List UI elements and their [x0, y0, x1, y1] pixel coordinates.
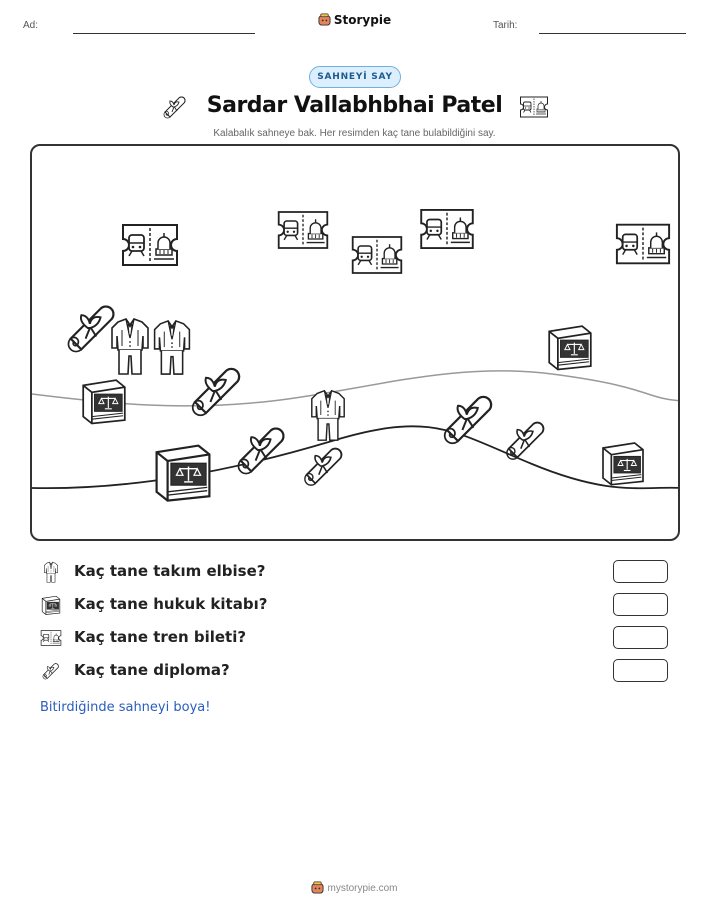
suit-icon [112, 319, 148, 374]
diploma-icon [193, 369, 239, 415]
scene-illustration [32, 146, 680, 541]
law-book-icon [157, 446, 210, 501]
train-ticket-icon [123, 225, 177, 265]
brand-logo [0, 13, 709, 27]
footer-url[interactable]: mystorypie.com [327, 883, 398, 894]
diploma-icon [68, 307, 113, 352]
diploma-icon [507, 423, 544, 460]
question-diplomas [40, 659, 670, 685]
answer-box-suits[interactable] [613, 560, 668, 583]
name-field[interactable] [73, 33, 255, 34]
storypie-logo-icon [318, 13, 331, 26]
law-book-icon [83, 380, 125, 423]
diploma-icon [40, 660, 62, 682]
law-book-icon [603, 443, 643, 485]
train-ticket-icon [279, 212, 328, 248]
question-text: Kaç tane takım elbise? [74, 562, 266, 580]
date-field[interactable] [539, 33, 686, 34]
counting-scene [30, 144, 680, 541]
question-text: Kaç tane tren bileti? [74, 628, 247, 646]
train-ticket-icon [519, 95, 549, 119]
answer-box-train-tickets[interactable] [613, 626, 668, 649]
train-ticket-icon [617, 225, 669, 264]
question-law-books [40, 593, 670, 619]
brand-name: Storypie [333, 13, 392, 27]
question-suits [40, 560, 670, 586]
activity-badge: SAHNEYİ SAY [309, 66, 401, 88]
question-text: Kaç tane diploma? [74, 661, 230, 679]
law-book-icon [40, 594, 62, 616]
question-text: Kaç tane hukuk kitabı? [74, 595, 268, 613]
train-ticket-icon [421, 210, 473, 248]
diploma-icon [238, 429, 283, 474]
storypie-logo-icon [311, 881, 324, 894]
law-book-icon [549, 326, 591, 369]
footer [0, 881, 709, 894]
answer-box-diplomas[interactable] [613, 659, 668, 682]
date-label: Tarih: [493, 20, 518, 31]
finish-note: Bitirdiğinde sahneyi boya! [40, 700, 211, 715]
suit-icon [312, 391, 344, 441]
diploma-icon [305, 449, 342, 486]
train-ticket-icon [353, 237, 402, 273]
train-ticket-icon [40, 629, 62, 647]
suit-icon [40, 561, 62, 583]
question-train-tickets [40, 626, 670, 652]
answer-box-law-books[interactable] [613, 593, 668, 616]
name-label: Ad: [23, 20, 39, 31]
page-title: Sardar Vallabhbhai Patel [206, 93, 503, 118]
instructions: Kalabalık sahneye bak. Her resimden kaç tane bulabildiğini say. [213, 128, 496, 139]
suit-icon [155, 321, 190, 374]
